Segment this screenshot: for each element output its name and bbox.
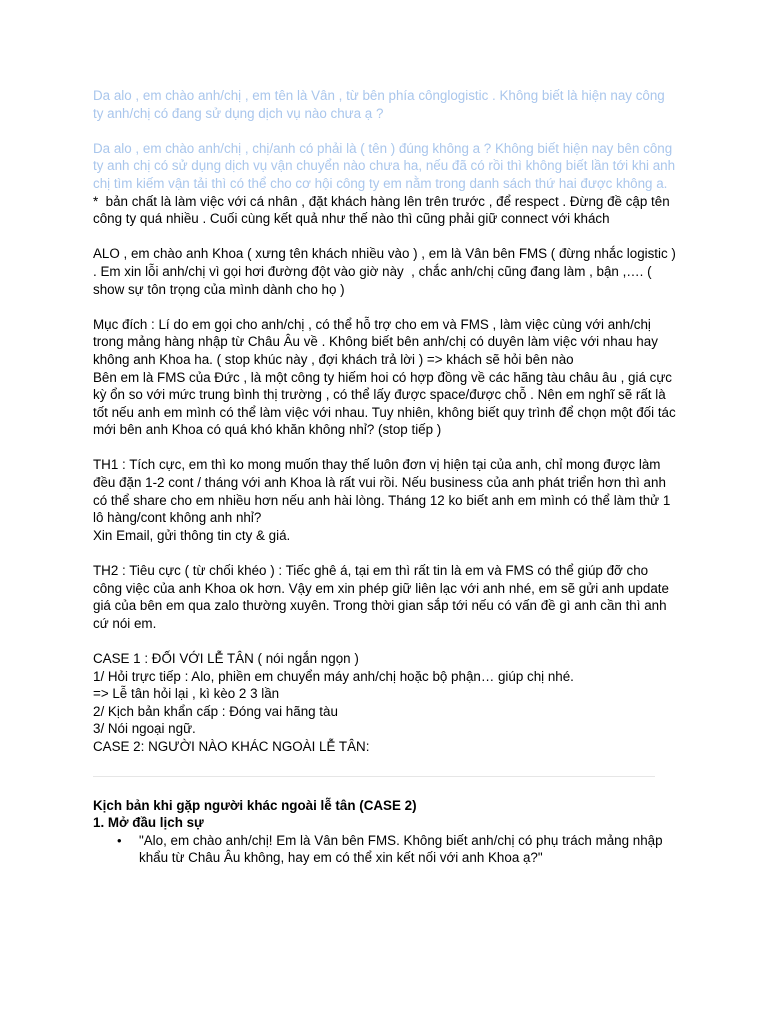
bullet-text: "Alo, em chào anh/chị! Em là Vân bên FMS. Không biết anh/chị có phụ trách mảng nhập khẩu từ Châu Âu không, hay em có thể xin kết nối với anh Khoa ạ?" xyxy=(139,832,663,866)
list-item xyxy=(117,832,677,867)
horizontal-divider xyxy=(93,776,655,777)
company-intro-paragraph: Bên em là FMS của Đức , là một công ty hiếm hoi có hợp đồng về các hãng tàu châu âu , giá cực kỳ ổn so với mức trung bình thị trường , có thể lấy được space/được chỗ . Nên em nghĩ sẽ rất là tốt nếu anh em mình có thể làm việc với nhau. Tuy nhiên, không biết quy trình để chọn một đối tác mới bên anh Khoa có quá khó khăn không nhỉ? (stop tiếp ) xyxy=(93,369,680,438)
case1-line-1: 1/ Hỏi trực tiếp : Alo, phiền em chuyển máy anh/chị hoặc bộ phận… giúp chị nhé. xyxy=(93,668,574,684)
case1-line-3: 2/ Kịch bản khẩn cấp : Đóng vai hãng tàu xyxy=(93,703,338,719)
section-subheading: 1. Mở đầu lịch sự xyxy=(93,815,204,831)
th2-paragraph: TH2 : Tiêu cực ( từ chối khéo ) : Tiếc ghê á, tại em thì rất tin là em và FMS có thể giúp đỡ cho công việc của anh Khoa ok hơn. Vậy em xin phép giữ liên lạc với anh nhé, em sẽ gửi anh update giá của bên em qua zalo thường xuyên. Trong thời gian sắp tới nếu có vấn đề gì anh cần thì anh cứ nói em. xyxy=(93,563,673,631)
case1-line-2: => Lễ tân hỏi lại , kì kèo 2 3 lần xyxy=(93,686,280,702)
bullet-dot-icon: • xyxy=(117,832,122,848)
case2-title: CASE 2: NGƯỜI NÀO KHÁC NGOÀI LỄ TÂN: xyxy=(93,738,370,754)
faded-paragraph-1: Da alo , em chào anh/chị , em tên là Vân , từ bên phía cônglogistic . Không biết là hiện nay công ty anh/chị có đang sử dụng dịch vụ nào chưa ạ ? xyxy=(93,88,669,121)
purpose-paragraph: Mục đích : Lí do em gọi cho anh/chị , có thể hỗ trợ cho em và FMS , làm việc cùng với anh/chị trong mảng hàng nhập từ Châu Âu về . Không biết bên anh/chị có duyên làm việc với nhau hay không anh Khoa ha. ( stop khúc này , đợi khách trả lời ) => khách sẽ hỏi bên nào xyxy=(93,316,662,367)
section-heading: Kịch bản khi gặp người khác ngoài lễ tân (CASE 2) xyxy=(93,797,417,813)
case1-title: CASE 1 : ĐỐI VỚI LỄ TÂN ( nói ngắn ngọn ) xyxy=(93,651,359,666)
note-paragraph: * bản chất là làm việc với cá nhân , đặt khách hàng lên trên trước , để respect . Đừng đề cập tên công ty quá nhiều . Cuối cùng kết quả như thế nào thì cũng phải giữ connect với khách xyxy=(93,193,674,227)
faded-paragraph-2: Da alo , em chào anh/chị , chị/anh có phải là ( tên ) đúng không a ? Không biết hiện nay bên công ty anh chị có sử dụng dịch vụ vận chuyển nào chưa ha, nếu đã có rồi thì không biết lần tới khi anh chị tìm kiếm vận tải thì có thể cho cơ hội công ty em nằm trong danh sách thứ hai được không a. xyxy=(93,140,679,191)
document-page xyxy=(93,87,680,867)
case1-line-4: 3/ Nói ngoại ngữ. xyxy=(93,721,196,737)
bullet-list xyxy=(93,832,677,867)
greeting-paragraph: ALO , em chào anh Khoa ( xưng tên khách nhiều vào ) , em là Vân bên FMS ( đừng nhắc logistic ) . Em xin lỗi anh/chị vì gọi hơi đường đột vào giờ này , chắc anh/chị cũng đang làm , bận ,…. ( show sự tôn trọng của mình dành cho họ ) xyxy=(93,246,680,297)
th1-email-line: Xin Email, gửi thông tin cty & giá. xyxy=(93,527,291,543)
th1-paragraph: TH1 : Tích cực, em thì ko mong muốn thay thế luôn đơn vị hiện tại của anh, chỉ mong được làm đều đặn 1-2 cont / tháng với anh Khoa là rất vui rồi. Nếu business của anh phát triển hơn thì anh có thể share cho em nhiều hơn nếu anh hài lòng. Tháng 12 ko biết anh em mình có thể làm thử 1 lô hàng/cont không anh nhỉ? xyxy=(93,457,675,526)
